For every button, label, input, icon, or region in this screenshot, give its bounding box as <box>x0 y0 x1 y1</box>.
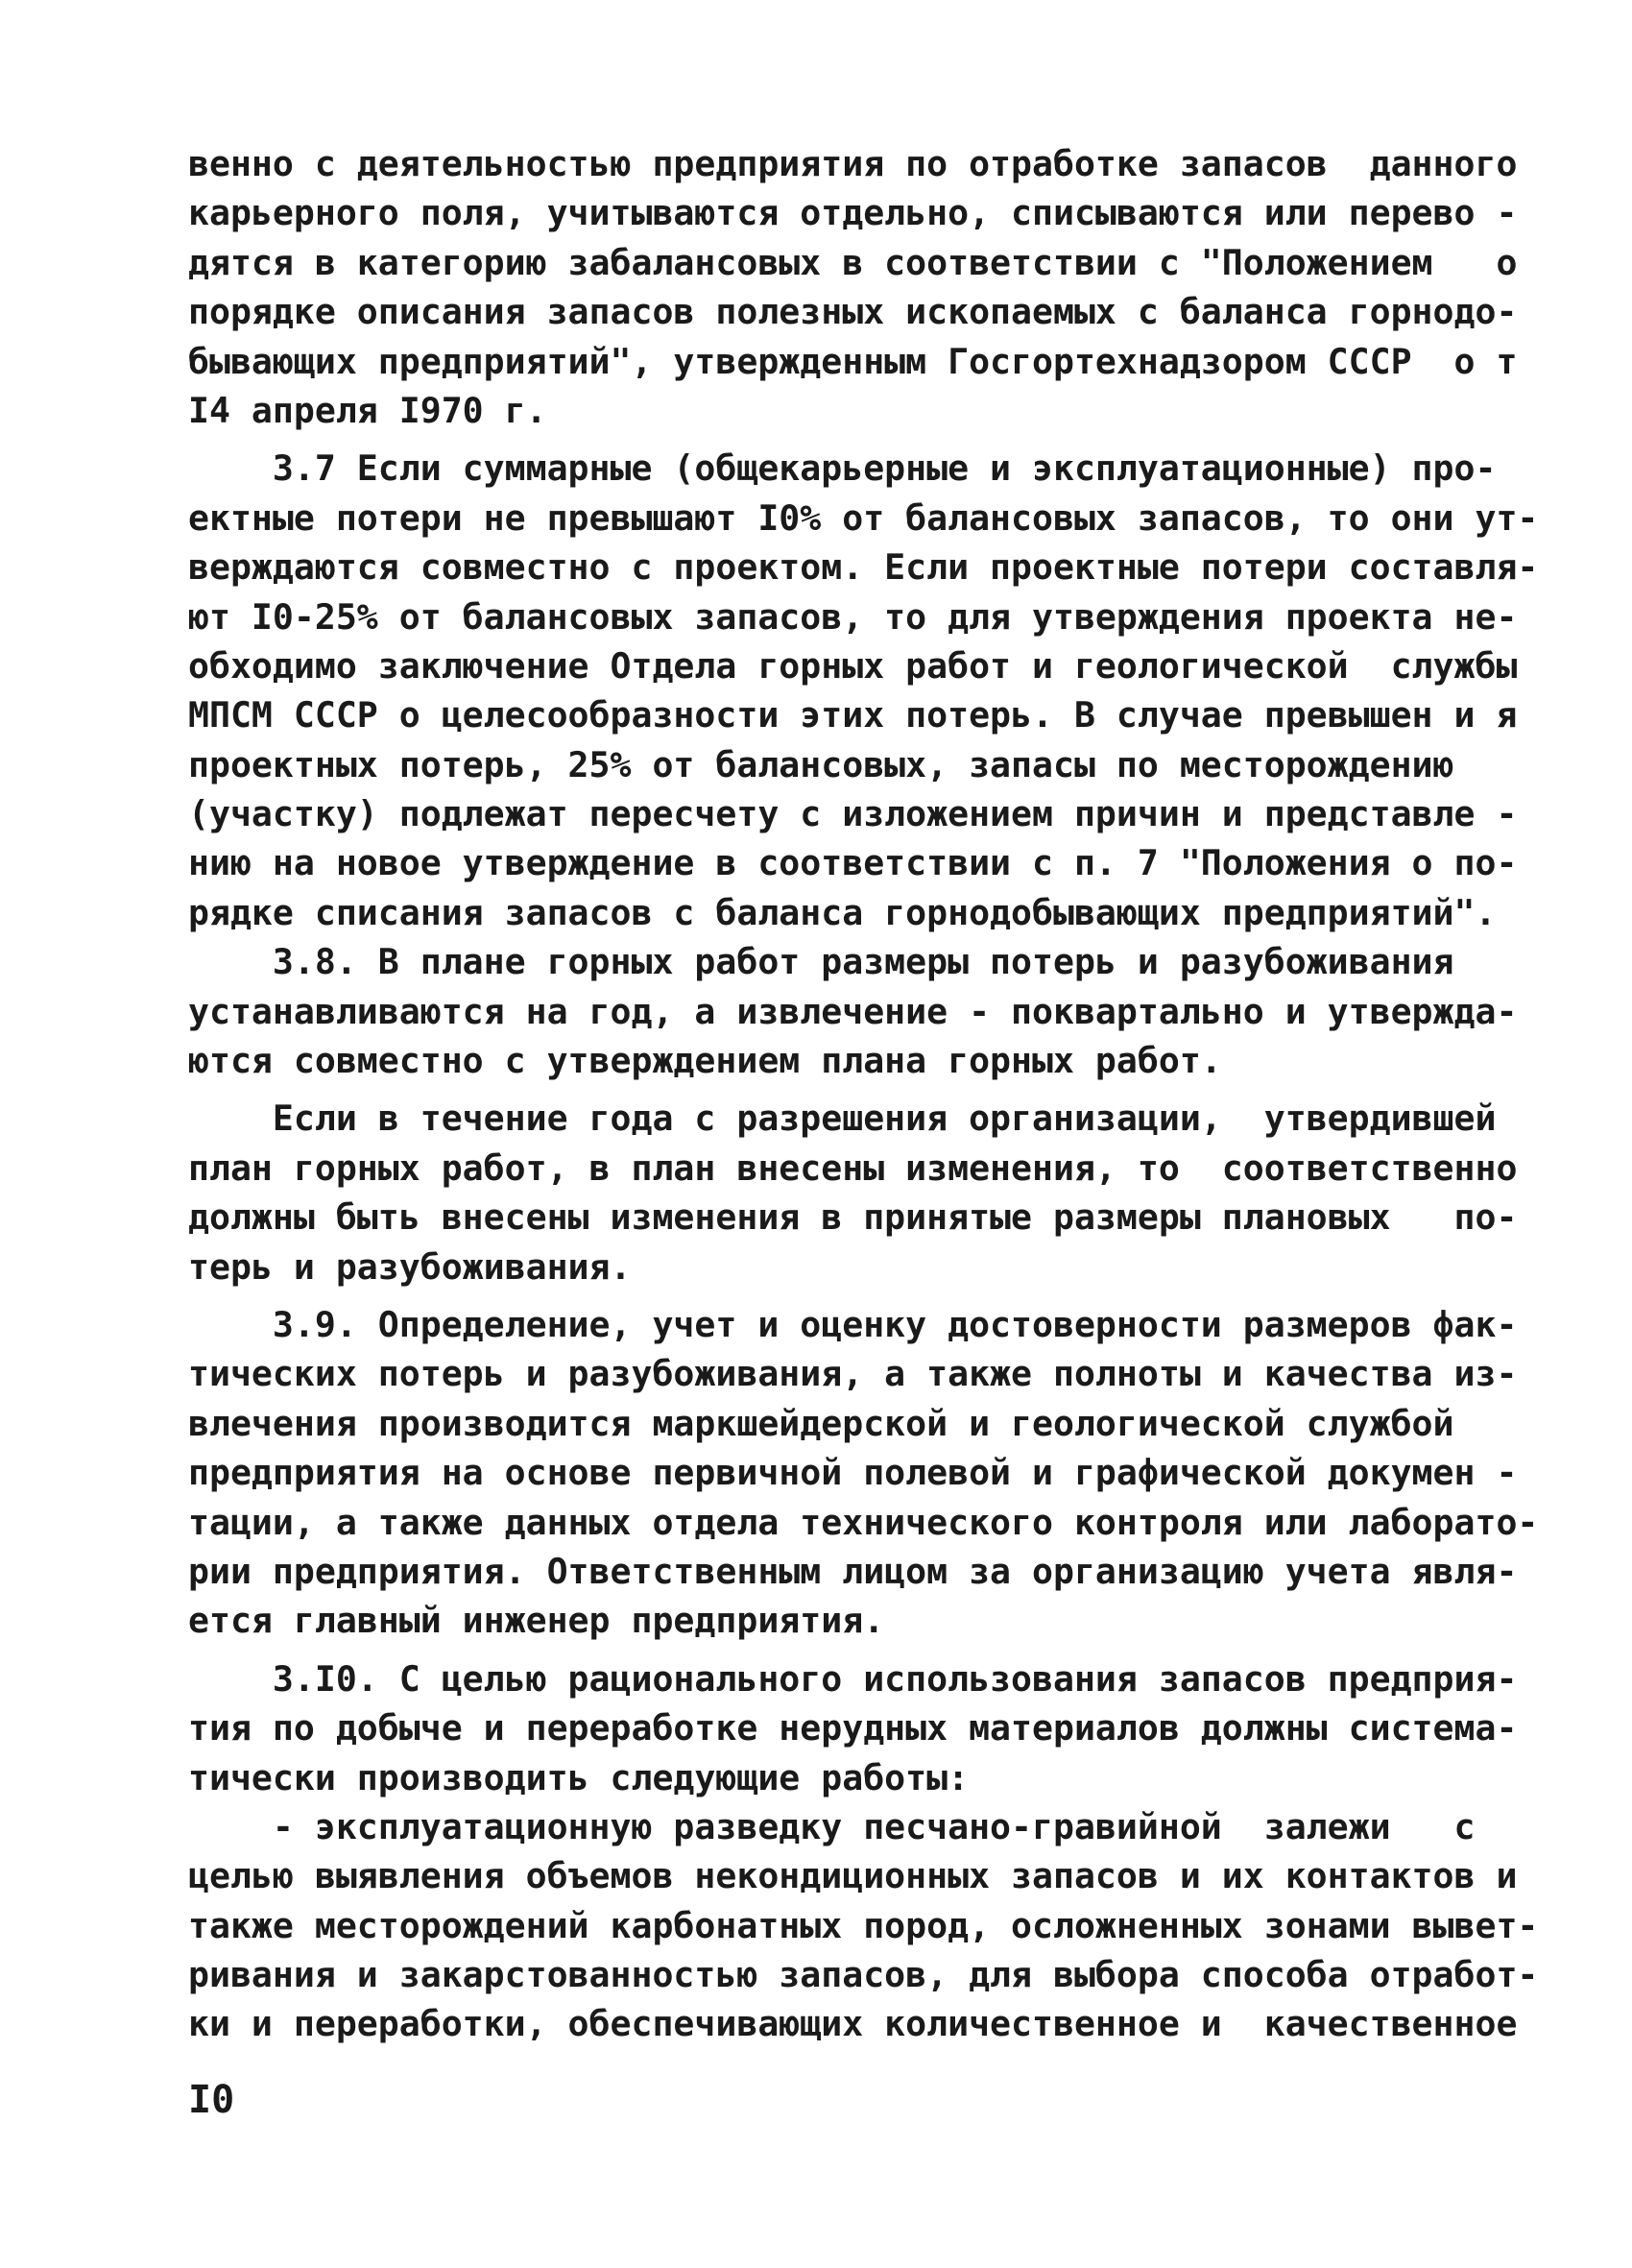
text-line: ки и переработки, обеспечивающих количественное и качественное <box>188 2003 1518 2045</box>
paragraph <box>188 1094 1518 1291</box>
paragraph-gap <box>188 1085 1446 1094</box>
text-line: (участку) подлежат пересчету с изложением причин и представле - <box>188 793 1518 835</box>
text-line: целью выявления объемов некондиционных запасов и их контактов и <box>188 1855 1518 1897</box>
text-line: ются совместно с утверждением плана горных работ. <box>188 1040 1222 1082</box>
text-line: ривания и закарстованностью запасов, для выбора способа отработ- <box>188 1954 1539 1996</box>
text-line: ектные потери не превышают I0% от балансовых запасов, то они ут- <box>188 496 1539 539</box>
text-line: нию на новое утверждение в соответствии с п. 7 "Положения о по- <box>188 842 1518 884</box>
text-line: порядке описания запасов полезных ископаемых с баланса горнодо- <box>188 291 1518 333</box>
text-line: венно с деятельностью предприятия по отработке запасов данного <box>188 143 1518 184</box>
text-line: 3.9. Определение, учет и оценку достоверности размеров фак- <box>188 1303 1518 1345</box>
text-line: ют I0-25% от балансовых запасов, то для утверждения проекта не- <box>188 595 1518 638</box>
text-line: предприятия на основе первичной полевой и графической докумен - <box>188 1452 1518 1494</box>
text-line: тации, а также данных отдела технического контроля или лаборато- <box>188 1501 1539 1543</box>
text-line: рии предприятия. Ответственным лицом за организацию учета явля- <box>188 1550 1518 1592</box>
text-line: I4 апреля I970 г. <box>188 389 547 431</box>
text-line: проектных потерь, 25% от балансовых, запасы по месторождению <box>188 743 1454 785</box>
text-line: Если в течение года с разрешения организации, утвердившей <box>188 1098 1497 1140</box>
text-line: тических потерь и разубоживания, а также полноты и качества из- <box>188 1353 1518 1395</box>
text-line: 3.8. В плане горных работ размеры потерь и разубоживания <box>188 941 1454 983</box>
text-line: верждаются совместно с проектом. Если проектные потери составля- <box>188 546 1539 589</box>
text-line: тия по добыче и переработке нерудных материалов должны система- <box>188 1707 1518 1749</box>
text-line: тически производить следующие работы: <box>188 1756 970 1798</box>
page-number: I0 <box>188 2078 235 2122</box>
text-line: МПСМ СССР о целесообразности этих потерь. В случае превышен и я <box>188 694 1518 736</box>
paragraph-gap <box>188 435 1446 444</box>
text-line: рядке списания запасов с баланса горнодобывающих предприятий". <box>188 891 1497 933</box>
text-line: 3.I0. С целью рационального использования запасов предприя- <box>188 1657 1518 1700</box>
text-line: обходимо заключение Отдела горных работ и геологической службы <box>188 644 1518 687</box>
text-line: также месторождений карбонатных пород, осложненных зонами вывет- <box>188 1904 1539 1946</box>
text-line: должны быть внесены изменения в принятые размеры плановых по- <box>188 1196 1518 1239</box>
paragraph <box>188 139 1518 435</box>
text-line: бывающих предприятий", утвержденным Госгортехнадзором СССР о т <box>188 340 1518 382</box>
paragraph <box>188 1300 1539 1646</box>
text-line: 3.7 Если суммарные (общекарьерные и эксплуатационные) про- <box>188 447 1497 490</box>
paragraph-gap <box>188 1291 1446 1300</box>
text-line: план горных работ, в план внесены изменения, то соответственно <box>188 1146 1518 1189</box>
text-line: дятся в категорию забалансовых в соответствии с "Положением о <box>188 241 1518 283</box>
body-text <box>188 139 1539 2049</box>
text-line: карьерного поля, учитываются отдельно, списываются или перево - <box>188 192 1518 234</box>
text-line: влечения производится маркшейдерской и геологической службой <box>188 1402 1454 1444</box>
text-line: - эксплуатационную разведку песчано-гравийной залежи с <box>188 1805 1476 1847</box>
paragraph-gap <box>188 1646 1446 1654</box>
paragraph <box>188 1654 1539 2049</box>
paragraph <box>188 444 1539 1085</box>
text-line: терь и разубоживания. <box>188 1245 632 1288</box>
text-line: устанавливаются на год, а извлечение - поквартально и утвержда- <box>188 990 1518 1032</box>
text-line: ется главный инженер предприятия. <box>188 1600 885 1642</box>
